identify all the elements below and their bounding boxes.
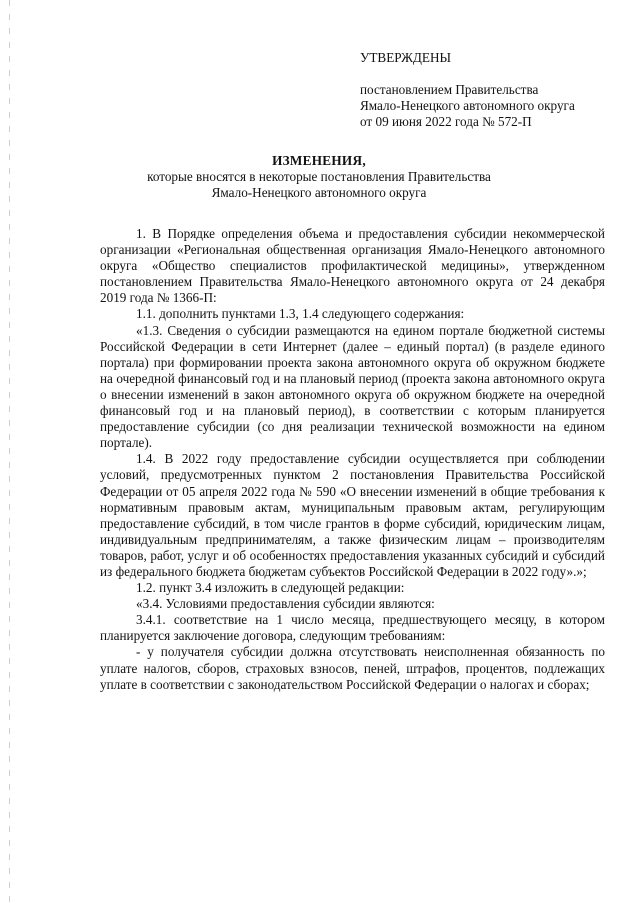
paragraph-1-4: 1.4. В 2022 году предоставление субсидии осуществляется при соблюдении условий, предусмотренных пунктом 2 постановления Правительства Российской Федерации от 05 апреля 2022 года № 590 «О внесении изменений в общие требования к нормативным правовым актам, муниципальным правовым актам, регулирующим предоставление субсидий, в том числе грантов в форме субсидий, юридическим лицам, индивидуальным предпринимателям, а также физическим лицам – производителям товаров, работ, услуг и об особенностях предоставления указанных субсидий и субсидий из федерального бюджета бюджетам субъектов Российской Федерации в 2022 году».»;	[100, 451, 605, 579]
paragraph-3-4: «3.4. Условиями предоставления субсидии являются:	[136, 596, 435, 612]
document-title	[100, 153, 538, 201]
approval-line-3: от 09 июня 2022 года № 572-П	[360, 114, 532, 129]
paragraph-1: 1. В Порядке определения объема и предоставления субсидии некоммерческой организации «Региональная общественная организация Ямало-Ненецкого автономного округа «Общество специалистов профилактической медицины», утвержденном постановлением Правительства Ямало-Ненецкого автономного округа от 24 декабря 2019 года № 1366-П:	[100, 226, 605, 306]
title-heading: ИЗМЕНЕНИЯ,	[272, 153, 366, 168]
approved-label: УТВЕРЖДЕНЫ	[360, 50, 452, 65]
paragraph-1-1: 1.1. дополнить пунктами 1.3, 1.4 следующего содержания:	[136, 306, 465, 322]
title-subline-1: которые вносятся в некоторые постановления Правительства	[147, 169, 491, 184]
paragraph-requirement: - у получателя субсидии должна отсутствовать неисполненная обязанность по уплате налогов, сборов, страховых взносов, пеней, штрафов, процентов, подлежащих уплате в соответствии с законодательством Российской Федерации о налогах и сборах;	[100, 644, 605, 692]
approval-line-2: Ямало-Ненецкого автономного округа	[360, 98, 575, 113]
approval-stamp	[360, 50, 575, 130]
scan-edge-mark	[9, 0, 10, 905]
paragraph-1-3: «1.3. Сведения о субсидии размещаются на едином портале бюджетной системы Российской Федерации в сети Интернет (далее – единый портал) (в разделе единого портала) при формировании проекта закона автономного округа об окружном бюджете на очередной финансовый год и на плановый период (проекта закона автономного округа о внесении изменений в закон автономного округа об окружном бюджете на очередной финансовый год и на плановый период), в соответствии с которым планируется предоставление субсидии (со дня реализации технической возможности на едином портале).	[100, 322, 605, 451]
paragraph-1-2: 1.2. пункт 3.4 изложить в следующей редакции:	[136, 580, 405, 596]
paragraph-3-4-1: 3.4.1. соответствие на 1 число месяца, предшествующего месяцу, в котором планируется заключение договора, следующим требованиям:	[100, 612, 605, 644]
title-subline-2: Ямало-Ненецкого автономного округа	[211, 185, 427, 200]
document-body	[100, 226, 605, 693]
approval-line-1: постановлением Правительства	[360, 82, 539, 97]
